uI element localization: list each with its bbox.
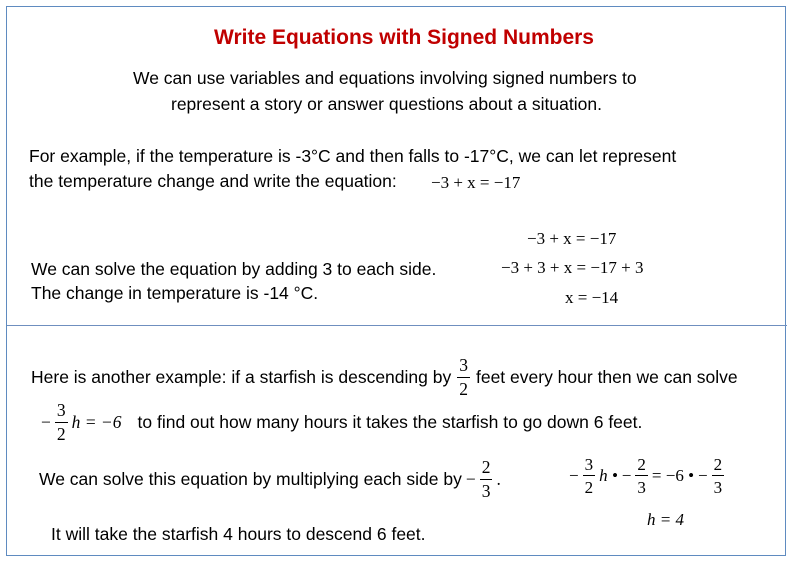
- work-minus-1: −: [569, 466, 579, 485]
- example2-solve-text: We can solve this equation by multiplying each side by: [39, 469, 462, 489]
- work-fraction-2-num: 2: [637, 455, 646, 474]
- work-fraction-3-num: 2: [713, 455, 723, 474]
- example2-conclusion: It will take the starfish 4 hours to descend 6 feet.: [51, 524, 426, 544]
- lesson-card: [6, 6, 786, 556]
- work-mid-2: = −6 •: [651, 466, 695, 485]
- solve-step-2: −3 + 3 + x = −17 + 3: [501, 258, 644, 277]
- eq-fraction-numerator: 3: [55, 402, 68, 423]
- example1-solve-text: We can solve the equation by adding 3 to each side.: [31, 259, 437, 279]
- example2-line2-text: to find out how many hours it takes the starfish to go down 6 feet.: [137, 412, 643, 432]
- example2-solve-line: We can solve this equation by multiplying each side by − $\frac{2}{3}$ .: [39, 457, 501, 501]
- example2-line1-before: Here is another example: if a starfish is descending by: [31, 367, 452, 387]
- fraction-three-halves: [457, 357, 470, 398]
- example1-line-1: For example, if the temperature is -3°C and then falls to -17°C, we can let represent: [29, 146, 677, 166]
- example2-line-1: [31, 357, 738, 398]
- example2-line1-after: feet every hour then we can solve: [475, 367, 738, 387]
- fraction-numerator: 3: [457, 357, 470, 378]
- eq-minus-sign: −: [41, 412, 51, 432]
- work-fraction-1: [583, 456, 596, 496]
- work-minus-3: −: [698, 466, 708, 485]
- eq-rest: h = −6: [71, 412, 122, 432]
- work-fraction-1-den: 2: [584, 478, 594, 497]
- solve-step-3: x = −14: [565, 288, 619, 307]
- example1-equation: −3 + x = −17: [431, 173, 521, 192]
- eq-fraction-denominator: 2: [56, 423, 66, 444]
- example1-line-2: the temperature change and write the equation:: [29, 171, 397, 191]
- work-fraction-1-num: 3: [584, 455, 594, 474]
- intro-line-1: We can use variables and equations involving signed numbers to: [133, 68, 637, 88]
- example2-work-line: [569, 456, 724, 496]
- work-mid-1: h •: [599, 466, 618, 485]
- neg-sign: −: [465, 469, 476, 489]
- neg-two-thirds: [480, 459, 493, 500]
- work-fraction-3: [712, 456, 725, 496]
- work-fraction-2: [635, 456, 648, 496]
- solve-step-1: −3 + x = −17: [527, 229, 617, 248]
- work-fraction-2-den: 3: [637, 478, 646, 497]
- page-title: Write Equations with Signed Numbers: [214, 26, 594, 49]
- neg-fraction-denominator: 3: [481, 480, 491, 501]
- work-minus-2: −: [621, 466, 632, 485]
- neg-fraction-numerator: 2: [480, 459, 493, 480]
- fraction-denominator: 2: [459, 378, 468, 399]
- example1-result-text: The change in temperature is -14 °C.: [31, 283, 319, 303]
- work-result: h = 4: [647, 510, 684, 529]
- section-divider: [7, 325, 787, 326]
- eq-fraction: [55, 402, 68, 443]
- example2-line-2: [41, 402, 642, 443]
- intro-line-2: represent a story or answer questions about a situation.: [171, 94, 602, 114]
- work-fraction-3-den: 3: [713, 478, 723, 497]
